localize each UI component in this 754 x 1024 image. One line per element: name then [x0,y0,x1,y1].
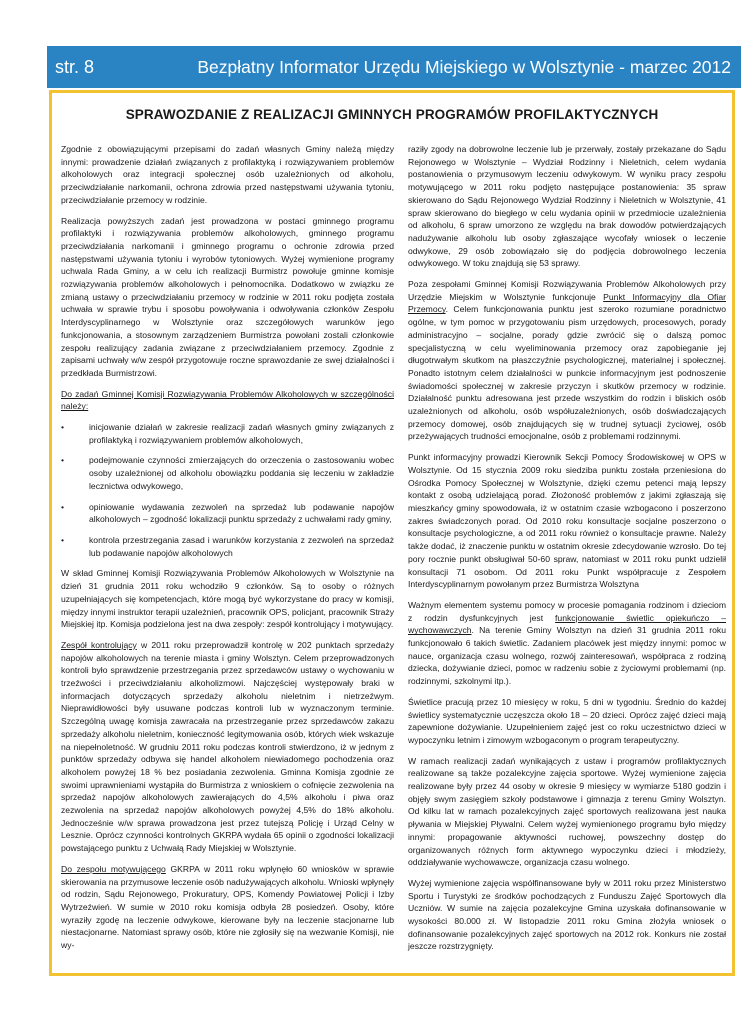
bullet-text: podejmowanie czynności zmierzających do orzeczenia o zastosowaniu wobec osoby uzależnionej od alkoholu obowiązku poddania się leczeniu w zakładzie lecznictwa odwykowego, [89,455,394,491]
paragraph: W skład Gminnej Komisji Rozwiązywania Problemów Alkoholowych w Wolsztynie na dzień 31 grudnia 2011 roku wchodziło 9 członków. Są to osoby o różnych uzupełniających się kompetencjach, które mogą być wykorzystane do pracy w komisji, między innymi instruktor terapii uzależnień, pracownik OPS, policjant, pracownik Straży Miejskiej itp. Komisja podzielona jest na dwa zespoły: zespół kontrolujący i motywujący. [61,568,394,630]
article-title: SPRAWOZDANIE Z REALIZACJI GMINNYCH PROGRAMÓW PROFILAKTYCZNYCH [125,107,659,122]
paragraph-text: . Celem funkcjonowania punktu jest szeroko rozumiane poradnictwo ogólne, w tym pomoc w przygotowaniu pism urzędowych, procesowych, porady administracyjno – socjalne, porady gdzie zwrócić się o dalszą pomoc specjalistyczną w celu wyeliminowania przemocy oraz zapobieganie jej długotrwałym skutkom na płaszczyźnie psychologicznej, materialnej i społecznej. Ponadto istotnym celem działalności w punkcie informacyjnym jest podnoszenie świadomości społecznej w zakresie przyczyn i skutków przemocy w rodzinie. Działalność punktu adresowana jest przede wszystkim do rodzin i bliskich osób uzależnionych od alkoholu, osób współuzależnionych, osób doświadczających przemocy domowej, osób znajdujących się w trudnej sytuacji życiowej, osób przeżywających trudności emocjonalne, osób z problemami rodzinnymi. [408,304,726,442]
bullet-icon: • [61,534,65,545]
paragraph-text: . Na terenie Gminy Wolsztyn na dzień 31 grudnia 2011 roku funkcjonowało 6 takich świetlic. Zadaniem placówek jest między innymi: pomoc w nauce, organizacja czasu wolnego, rozwój zainteresowań, współpraca z rodziną dziecka, dożywianie dzieci, pomoc w radzeniu sobie z życiowymi problemami (np. rodzinnymi, szkolnymi itp.). [408,625,726,687]
underlined-lead: Do zespołu motywującego [61,863,166,874]
bullet-item [61,534,394,559]
paragraph [61,863,394,952]
bullet-icon: • [61,422,65,433]
paragraph: Świetlice pracują przez 10 miesięcy w roku, 5 dni w tygodniu. Średnio do każdej świetlicy systematycznie uczęszcza około 18 – 20 dzieci. Oprócz zajęć dzieci mają zapewnione dożywianie. Uzupełnieniem zajęć jest co roku uczestnictwo dzieci w wypoczynku letnim i zimowym wzbogaconym o program terapeutyczny. [408,696,726,745]
left-column [61,143,394,960]
underlined-term: funkcjonowanie świetlic opiekuńczo – wychowawczych [408,612,727,636]
paragraph-text: Ważnym elementem systemu pomocy w procesie pomagania rodzinom i dzieciom z rodzin dysfunkcyjnych jest [408,599,726,623]
paragraph [408,278,726,443]
bullet-icon: • [61,501,65,512]
paragraph: Zgodnie z obowiązującymi przepisami do zadań własnych Gminy należą między innymi: prowadzenie działań związanych z profilaktyką i rozwiązywaniem problemów alkoholowych oraz integracji społecznej osób uzależnionych od alkoholu, przeciwdziałanie narkomanii, ochrona zdrowia przed następstwami używania tytoniu, przeciwdziałanie przemocy w rodzinie. [61,144,394,205]
underlined-term: Punkt Informacyjny dla Ofiar Przemocy [408,291,726,315]
paragraph: Punkt informacyjny prowadzi Kierownik Sekcji Pomocy Środowiskowej w OPS w Wolsztynie. Od 15 stycznia 2009 roku siedziba punktu została przeniesiona do Ośrodka Pomocy Społecznej w Wolsztynie, dzięki czemu petenci mają lepszy kontakt z osobą udzielającą porad. Złożoność problemów z jakimi zgłaszają się mieszkańcy gminy spowodowała, iż w ostatnim czasie wzbogacono i poszerzono zakres świadczonych porad. Od 2010 roku konsultacje socjalne poszerzono o konsultacje psychologiczne, a od 2011 roku również o konsultacje prawne. Należy także dodać, iż znaczenie punktu w ostatnim okresie zdecydowanie wzrosło. Do tej pory rocznie punkt obsługiwał 50-60 spraw, natomiast w 2011 roku punkt udzielił konsultacji 71 osobom. Od 2011 roku Punkt współpracuje z Zespołem Interdyscyplinarnym powołanym przez Burmistrza Wolsztyna [408,452,726,590]
page-header [47,46,741,88]
underlined-lead: Zespół kontrolujący [61,639,137,650]
right-column [408,143,726,961]
bullet-item [61,454,394,492]
paragraph [408,599,726,688]
paragraph: Realizacja powyższych zadań jest prowadzona w postaci gminnego programu profilaktyki i rozwiązywania problemów alkoholowych, gminnego programu przeciwdziałania narkomanii i gminnego programu o ochronie zdrowia przed następstwami używania tytoniu i wyrobów tytoniowych. Wyżej wymienione programy uchwala Rada Gminy, a w celu ich realizacji Burmistrz powołuje gminne komisje rozwiązywania problemów alkoholowych i pełnomocnika. Dodatkowo w związku ze zmianą ustawy o przeciwdziałaniu przemocy w rodzinie w 2011 roku podjęta została uchwała w sprawie trybu i sposobu powoływania i odwoływania członków Zespołu Interdyscyplinarnego w Wolsztynie oraz szczegółowych warunków jego funkcjonowania, a stosownym zarządzeniem Burmistrza powołani zostali członkowie zespołu realizujący zadania związane z przeciwdziałaniem przemocy. Zgodnie z zapisami uchwały w/w zespół przygotowuje roczne sprawozdanie ze swej działalności i przedkłada Burmistrzowi. [61,215,394,378]
article-frame [49,90,735,976]
page-number: str. 8 [55,56,95,77]
header-title: Bezpłatny Informator Urzędu Miejskiego w Wolsztynie - marzec 2012 [197,56,731,77]
paragraph-text: Poza zespołami Gminnej Komisji Rozwiązywania Problemów Alkoholowych przy Urzędzie Miejskim w Wolsztynie funkcjonuje [408,279,726,302]
bullet-icon: • [61,455,65,466]
bullet-item [61,421,394,446]
tasks-heading: Do zadań Gminnej Komisji Rozwiązywania Problemów Alkoholowych w szczególności należy: [61,388,394,412]
paragraph [61,639,394,855]
bullet-text: opiniowanie wydawania zezwoleń na sprzedaż lub podawanie napojów alkoholowych – zgodność lokalizacji punktu sprzedaży z uchwałami rady gminy, [89,501,394,525]
bullet-text: inicjowanie działań w zakresie realizacji zadań własnych gminy związanych z profilaktyką i rozwiązywaniem problemów alkoholowych, [89,422,394,445]
paragraph: raziły zgody na dobrowolne leczenie lub je przerwały, zostały przekazane do Sądu Rejonowego w Wolsztynie – Wydział Rodzinny i Nieletnich, celem wydania postanowienia o przymusowym leczeniu odwykowym. W wyniku pracy zespołu motywującego w 2011 roku podjęto następujące postanowienia: 35 spraw skierowano do Sądu Rejonowego Wydział Rodzinny i Nieletnich w Wolsztynie, 41 spraw skierowano do biegłego w celu wydania opinii w przedmiocie uzależnienia od alkoholu, 6 spraw umorzono ze względu na brak dowodów potwierdzających nadużywanie alkoholu lub osoby zgłaszające wycofały wniosek o leczenie odwykowe, 29 osób zobowiązało się do podjęcia dobrowolnego leczenia odwykowego. W toku znajdują się 53 sprawy. [408,144,726,269]
paragraph-text: GKRPA w 2011 roku wpłynęło 60 wniosków w sprawie skierowania na przymusowe leczenie osób nadużywających alkoholu. Wnioski wpłynęły od rodzin, Sądu Rejonowego, Prokuratury, OPS, Komendy Powiatowej Policji i Izby Wytrzeźwień. W sumie w 2010 roku komisja odbyła 28 posiedzeń. Osoby, które wyraziły zgodę na leczenie odwykowe, kierowane były na leczenie stacjonarne lub niestacjonarne. Natomiast sprawy osób, które nie zgłosiły się na wezwanie Komisji, nie wy- [61,863,394,951]
paragraph: W ramach realizacji zadań wynikających z ustaw i programów profilaktycznych realizowane są także pozalekcyjne zajęcia sportowe. Wyżej wymienione zajęcia realizowane były przez 44 osoby w okresie 9 miesięcy w wymiarze 5180 godzin i objęły swym zasięgiem szkoły podstawowe i gimnazja z terenu Gminy Wolsztyn. Od kilku lat w ramach pozalekcyjnych zajęć sportowych realizowana jest nauka pływania w Miejskiej Pływalni. Celem wyżej wymienionego programu było między innymi: propagowanie aktywności ruchowej, powszechny dostęp do organizowanych różnych form aktywnego wypoczynku dzieci i młodzieży, oddziaływanie wychowawcze, organizacja czasu wolnego. [408,755,726,868]
paragraph: Wyżej wymienione zajęcia współfinansowane były w 2011 roku przez Ministerstwo Sportu i Turystyki ze środków pochodzących z Funduszu Zajęć Sportowych dla Uczniów. W sumie na zajęcia pozalekcyjne Gmina uzyskała dofinansowanie w wysokości 80.000 zł. W listopadzie 2011 roku Gmina złożyła wniosek o dofinansowanie pozalekcyjnych zajęć sportowych na 2012 rok. Konkurs nie został jeszcze rozstrzygnięty. [408,877,726,952]
paragraph-text: w 2011 roku przeprowadził kontrolę w 202 punktach sprzedaży napojów alkoholowych na terenie miasta i gminy Wolsztyn. Celem przeprowadzonych kontroli było sprawdzenie przestrzegania przez sprzedawców ustawy o wychowaniu w trzeźwości i przeciwdziałaniu alkoholizmowi. Najczęściej występowały braki w informacjach dotyczących sprzedaży alkoholu nieletnim i nietrzeźwym. Nieprawidłowości były usuwane podczas kontroli lub w wyznaczonym terminie. Szczególną uwagę komisja zawracała na przestrzeganie przez sprzedawców zakazu sprzedaży alkoholu nieletnim, konieczność legitymowania osób, których wiek wskazuje na niepełnoletność. W grudniu 2011 roku podczas kontroli stwierdzono, iż w jednym z punktów sprzedaży odbywa się handel alkoholem niewiadomego pochodzenia oraz alkoholem powyżej 18 % bez posiadania zezwolenia. Gminna Komisja zgodnie ze swoimi uprawnieniami wystąpiła do Burmistrza z wnioskiem o cofnięcie zezwolenia na sprzedaż napojów alkoholowych zawierających do 4,5% alkoholu i piwa oraz zezwolenia na sprzedaż napojów alkoholowych powyżej 4,5% do 18% alkoholu. Jednocześnie w/w sprawa prowadzona jest przez tutejszą Policję i Urząd Celny w Lesznie. Oprócz czynności kontrolnych GKRPA wydała 65 opinii o zgodności lokalizacji powstającego punktu z Uchwałą Rady Miejskiej w Wolsztynie. [61,639,394,854]
bullet-text: kontrola przestrzegania zasad i warunków korzystania z zezwoleń na sprzedaż lub podawanie napojów alkoholowych [89,534,394,558]
bullet-item [61,501,394,526]
